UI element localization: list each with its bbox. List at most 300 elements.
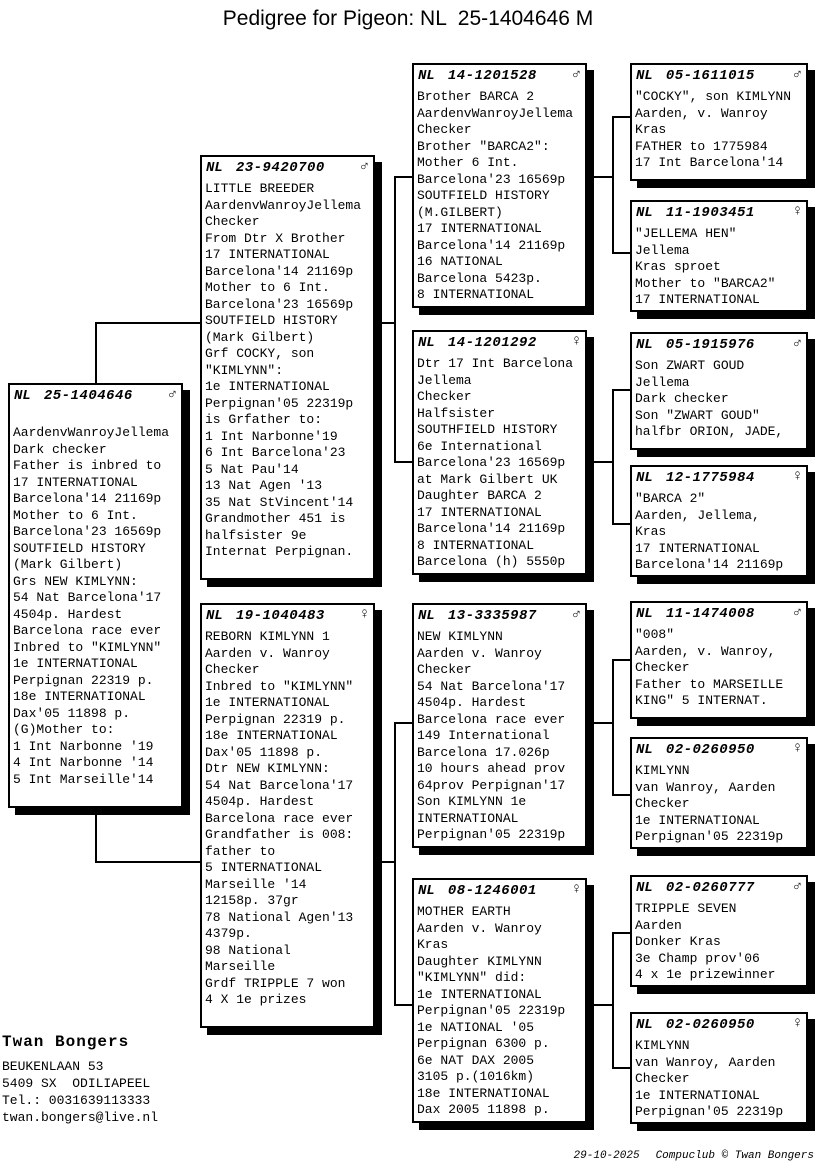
detail-line: Perpignan 6300 p. — [417, 1036, 550, 1051]
pedigree-box-father — [200, 155, 375, 580]
country-code: NL — [418, 608, 435, 624]
connector-line — [612, 794, 630, 796]
detail-line: (Mark Gilbert) — [205, 329, 315, 345]
country-code: NL — [418, 68, 435, 84]
detail-line: SOUTHFIELD HISTORY — [417, 422, 558, 437]
connector-line — [612, 116, 614, 254]
pedigree-box-g7 — [630, 875, 808, 987]
ring-id — [418, 882, 537, 900]
ring-id — [418, 607, 537, 625]
ring-number: 14-1201292 — [447, 335, 537, 351]
pigeon-details — [635, 897, 803, 984]
male-symbol-icon: ♂ — [571, 66, 581, 83]
detail-line: Barcelona'23 16569p — [417, 171, 566, 187]
detail-line: Marseille — [205, 959, 276, 974]
ring-header — [635, 335, 803, 354]
female-symbol-icon: ♀ — [571, 333, 581, 350]
ring-id — [206, 159, 325, 177]
detail-line: Inbred to "KIMLYNN" — [205, 678, 354, 694]
ring-header — [417, 606, 582, 625]
detail-line: 17 INTERNATIONAL — [13, 474, 138, 490]
detail-line: 18e INTERNATIONAL — [13, 689, 146, 704]
country-code: NL — [636, 880, 653, 896]
detail-line: Barcelona'14 21169p — [417, 521, 566, 536]
country-code: NL — [636, 470, 653, 486]
connector-line — [587, 1004, 612, 1006]
detail-line: Barcelona'23 16569p — [417, 455, 566, 470]
ring-id — [636, 67, 755, 85]
detail-line: Barcelona'14 21169p — [635, 557, 784, 572]
detail-line: Aarden v. Wanroy — [205, 645, 330, 661]
breeder-name: Twan Bongers — [2, 1033, 130, 1051]
detail-line: Barcelona'23 16569p — [13, 524, 162, 539]
connector-line — [95, 861, 200, 863]
detail-line: Grdf TRIPPLE 7 won — [205, 975, 346, 991]
detail-line: Aarden, v. Wanroy — [635, 105, 768, 121]
connector-line — [394, 722, 396, 1006]
country-code: NL — [636, 68, 653, 84]
detail-line: 1 Int Narbonne '19 — [13, 738, 154, 754]
detail-line: KING" 5 INTERNAT. — [635, 693, 768, 708]
ring-number: 14-1201528 — [447, 68, 537, 84]
detail-line: Perpignan'05 22319p — [635, 829, 784, 844]
ring-id — [636, 605, 755, 623]
detail-line: (M.GILBERT) — [417, 204, 503, 220]
pigeon-details — [635, 85, 803, 172]
ring-header — [635, 203, 803, 222]
detail-line: (G)Mother to: — [13, 722, 115, 737]
detail-line: Mother to 6 Int. — [13, 507, 138, 523]
detail-line: LITTLE BREEDER — [205, 181, 315, 196]
female-symbol-icon: ♀ — [359, 606, 369, 623]
detail-line: Father is inbred to — [13, 458, 162, 473]
ring-number: 12-1775984 — [665, 470, 755, 486]
country-code: NL — [636, 205, 653, 221]
detail-line: Inbred to "KIMLYNN" — [13, 639, 162, 655]
detail-line: NEW KIMLYNN — [417, 629, 503, 644]
detail-line: Aarden, Jellema, — [635, 507, 760, 523]
detail-line: Checker — [417, 389, 472, 404]
pedigree-box-g6 — [630, 737, 808, 849]
detail-line: Checker — [205, 662, 260, 677]
connector-line — [394, 176, 412, 178]
detail-line: Perpignan 22319 p. — [13, 672, 154, 688]
pigeon-details — [205, 625, 370, 1009]
detail-line: Barcelona race ever — [13, 623, 162, 638]
connector-line — [375, 322, 394, 324]
connector-line — [612, 1067, 630, 1069]
detail-line: Grf COCKY, son — [205, 346, 315, 361]
detail-line: "008" — [635, 627, 675, 642]
pedigree-box-g8 — [630, 1012, 808, 1124]
pigeon-details — [635, 487, 803, 574]
detail-line: From Dtr X Brother — [205, 230, 346, 246]
page-title: Pedigree for Pigeon: NL 25-1404646 M — [222, 7, 594, 30]
detail-line: Mother to "BARCA2" — [635, 275, 776, 291]
detail-line: Perpignan 22319 p. — [205, 711, 346, 727]
detail-line: Grandmother 451 is — [205, 511, 346, 526]
pedigree-box-g5 — [630, 601, 808, 719]
ring-id — [636, 469, 755, 487]
detail-line: Jellema — [417, 372, 472, 388]
detail-line: Perpignan'05 22319p — [635, 1104, 784, 1119]
detail-line: Internat Perpignan. — [205, 544, 354, 559]
detail-line: 17 INTERNATIONAL — [205, 247, 330, 262]
detail-line: "KIMLYNN": — [205, 362, 284, 378]
detail-line: 1e INTERNATIONAL — [205, 379, 330, 394]
detail-line: SOUTFIELD HISTORY — [205, 313, 338, 328]
detail-line: 17 INTERNATIONAL — [635, 540, 760, 556]
breeder-info — [2, 1033, 158, 1126]
detail-line: Perpignan'05 22319p — [417, 827, 566, 842]
connector-line — [394, 722, 412, 724]
male-symbol-icon: ♂ — [571, 606, 581, 623]
breeder-phone: Tel.: 0031639113333 — [2, 1093, 151, 1108]
detail-line: 17 INTERNATIONAL — [635, 292, 760, 307]
male-symbol-icon: ♂ — [792, 878, 802, 895]
detail-line: Aarden v. Wanroy — [417, 645, 542, 661]
connector-line — [612, 659, 614, 796]
detail-line: halfbr ORION, JADE, — [635, 424, 784, 439]
detail-line: Barcelona 5423p. — [417, 270, 542, 286]
detail-line: 4 X 1e prizes — [205, 992, 307, 1007]
detail-line: Barcelona (h) 5550p — [417, 554, 566, 569]
detail-line: SOUTFIELD HISTORY — [417, 188, 550, 203]
pedigree-box-g1 — [630, 63, 808, 181]
ring-number: 02-0260950 — [665, 1017, 755, 1033]
detail-line: Checker — [417, 122, 472, 137]
detail-line: Grs NEW KIMLYNN: — [13, 573, 138, 589]
detail-line: Father to MARSEILLE — [635, 676, 784, 692]
country-code: NL — [636, 337, 653, 353]
connector-line — [95, 322, 97, 383]
detail-line: 3e Champ prov'06 — [635, 950, 760, 966]
detail-line: Checker — [635, 796, 690, 811]
detail-line: Son ZWART GOUD — [635, 358, 745, 373]
pigeon-details — [635, 623, 803, 710]
detail-line: 98 National — [205, 942, 291, 958]
connector-line — [612, 389, 614, 525]
pedigree-box-mgf — [412, 603, 587, 848]
detail-line: 1e INTERNATIONAL — [13, 656, 138, 671]
ring-number: 02-0260777 — [665, 880, 755, 896]
detail-line: 1 Int Narbonne'19 — [205, 428, 338, 444]
female-symbol-icon: ♀ — [571, 881, 581, 898]
ring-number: 25-1404646 — [43, 388, 133, 404]
ring-id — [418, 67, 537, 85]
detail-line: Kras sproet — [635, 259, 721, 274]
country-code: NL — [636, 606, 653, 622]
detail-line: Checker — [635, 660, 690, 675]
connector-line — [394, 176, 396, 463]
connector-line — [612, 523, 630, 525]
ring-id — [636, 1016, 755, 1034]
male-symbol-icon: ♂ — [359, 158, 369, 175]
ring-header — [417, 66, 582, 85]
detail-line: AardenvWanroyJellema — [417, 105, 574, 121]
detail-line: 17 Int Barcelona'14 — [635, 155, 784, 170]
detail-line: Perpignan'05 22319p — [417, 1003, 566, 1018]
ring-header — [635, 66, 803, 85]
detail-line: 8 INTERNATIONAL — [417, 537, 535, 553]
detail-line: Jellema — [635, 242, 690, 258]
ring-header — [635, 878, 803, 897]
ring-number: 05-1915976 — [665, 337, 755, 353]
detail-line: Dtr 17 Int Barcelona — [417, 356, 574, 371]
detail-line: 17 INTERNATIONAL — [417, 504, 542, 520]
detail-line: INTERNATIONAL — [417, 810, 519, 826]
detail-line: Son "ZWART GOUD" — [635, 407, 760, 423]
detail-line: 54 Nat Barcelona'17 — [417, 678, 566, 694]
ring-number: 11-1903451 — [665, 205, 755, 221]
detail-line: Dax 2005 11898 p. — [417, 1102, 550, 1117]
ring-header — [13, 386, 178, 405]
connector-line — [612, 389, 630, 391]
connector-line — [612, 252, 630, 254]
country-code: NL — [418, 883, 435, 899]
print-date: 29-10-2025 — [573, 1150, 640, 1162]
detail-line: 6 Int Barcelona'23 — [205, 445, 346, 460]
connector-line — [394, 461, 412, 463]
connector-line — [612, 659, 630, 661]
connector-line — [587, 176, 612, 178]
male-symbol-icon: ♂ — [792, 604, 802, 621]
country-code: NL — [636, 742, 653, 758]
ring-id — [636, 741, 755, 759]
ring-number: 02-0260950 — [665, 742, 755, 758]
breeder-email: twan.bongers@live.nl — [2, 1110, 159, 1125]
ring-id — [14, 387, 133, 405]
detail-line: Halfsister — [417, 405, 496, 421]
detail-line: (Mark Gilbert) — [13, 557, 123, 572]
country-code: NL — [636, 1017, 653, 1033]
pigeon-details — [635, 354, 803, 441]
detail-line: 4504p. Hardest — [205, 794, 315, 809]
male-symbol-icon: ♂ — [792, 66, 802, 83]
ring-number: 19-1040483 — [235, 608, 325, 624]
detail-line: Checker — [417, 662, 472, 677]
detail-line: 5 Nat Pau'14 — [205, 461, 299, 477]
pedigree-box-g3 — [630, 332, 808, 450]
pedigree-box-g4 — [630, 465, 808, 577]
detail-line: "KIMLYNN" did: — [417, 970, 527, 985]
ring-header — [635, 468, 803, 487]
female-symbol-icon: ♀ — [792, 203, 802, 220]
ring-number: 08-1246001 — [447, 883, 537, 899]
detail-line: 1e INTERNATIONAL — [635, 1087, 760, 1103]
detail-line: Barcelona race ever — [417, 711, 566, 727]
detail-line: SOUTFIELD HISTORY — [13, 540, 146, 556]
ring-id — [636, 879, 755, 897]
pigeon-details — [417, 900, 582, 1119]
connector-line — [612, 932, 614, 1069]
detail-line: Mother to 6 Int. — [205, 280, 330, 295]
detail-line: Kras — [635, 524, 667, 539]
ring-number: 23-9420700 — [235, 160, 325, 176]
detail-line: Jellema — [635, 374, 690, 390]
detail-line: at Mark Gilbert UK — [417, 471, 558, 487]
detail-line: 54 Nat Barcelona'17 — [13, 590, 162, 605]
detail-line: AardenvWanroyJellema — [205, 197, 362, 213]
ring-header — [205, 606, 370, 625]
ring-number: 13-3335987 — [447, 608, 537, 624]
detail-line: 54 Nat Barcelona'17 — [205, 777, 354, 793]
female-symbol-icon: ♀ — [792, 468, 802, 485]
detail-line: Mother 6 Int. — [417, 155, 519, 170]
pedigree-box-g2 — [630, 200, 808, 312]
pedigree-box-mother — [200, 603, 375, 1028]
detail-line: "COCKY", son KIMLYNN — [635, 89, 792, 104]
ring-id — [636, 204, 755, 222]
ring-number: 05-1611015 — [665, 68, 755, 84]
detail-line: FATHER to 1775984 — [635, 138, 768, 154]
detail-line: 1e NATIONAL '05 — [417, 1019, 535, 1035]
detail-line: TRIPPLE SEVEN — [635, 901, 737, 916]
detail-line: Dark checker — [635, 391, 729, 406]
detail-line: Kras — [635, 122, 667, 137]
detail-line: 18e INTERNATIONAL — [205, 728, 338, 743]
detail-line: 13 Nat Agen '13 — [205, 478, 323, 493]
detail-line: 3105 p.(1016km) — [417, 1069, 535, 1084]
detail-line: Brother BARCA 2 — [417, 89, 535, 104]
detail-line: 4 Int Narbonne '14 — [13, 755, 154, 770]
detail-line: KIMLYNN — [635, 763, 690, 778]
ring-id — [418, 334, 537, 352]
detail-line: 149 International — [417, 728, 550, 743]
country-code: NL — [206, 160, 223, 176]
country-code: NL — [418, 335, 435, 351]
detail-line: "JELLEMA HEN" — [635, 226, 737, 241]
detail-line: Perpignan'05 22319p — [205, 395, 354, 411]
detail-line: "BARCA 2" — [635, 491, 706, 506]
connector-line — [612, 932, 630, 934]
detail-line: 1e INTERNATIONAL — [635, 812, 760, 828]
connector-line — [95, 322, 200, 324]
detail-line: AardenvWanroyJellema — [13, 425, 170, 440]
breeder-address-street: BEUKENLAAN 53 — [2, 1059, 104, 1074]
detail-line: 17 INTERNATIONAL — [417, 221, 542, 236]
detail-line: 4379p. — [205, 926, 252, 941]
detail-line: Barcelona'14 21169p — [13, 491, 162, 506]
detail-line: van Wanroy, Aarden — [635, 779, 776, 795]
ring-id — [636, 336, 755, 354]
detail-line: van Wanroy, Aarden — [635, 1054, 776, 1070]
connector-line — [375, 861, 394, 863]
detail-line: Barcelona'14 21169p — [205, 263, 354, 279]
detail-line: Barcelona'14 21169p — [417, 237, 566, 253]
connector-line — [612, 116, 630, 118]
detail-line: Donker Kras — [635, 934, 721, 949]
detail-line: 4504p. Hardest — [13, 606, 123, 622]
detail-line: halfsister 9e — [205, 527, 307, 543]
detail-line: 10 hours ahead prov — [417, 761, 566, 776]
detail-line: 64prov Perpignan'17 — [417, 777, 566, 793]
pigeon-details — [635, 222, 803, 309]
pigeon-details — [13, 405, 178, 788]
detail-line: 8 INTERNATIONAL — [417, 287, 535, 302]
detail-line: 6e International — [417, 438, 542, 454]
ring-id — [206, 607, 325, 625]
detail-line: 1e INTERNATIONAL — [417, 986, 542, 1002]
ring-header — [417, 881, 582, 900]
pigeon-details — [417, 85, 582, 304]
ring-number: 11-1474008 — [665, 606, 755, 622]
detail-line: Kras — [417, 937, 449, 952]
detail-line: 5 INTERNATIONAL — [205, 860, 323, 875]
ring-header — [635, 740, 803, 759]
male-symbol-icon: ♂ — [167, 386, 177, 403]
detail-line: Aarden v. Wanroy — [417, 920, 542, 936]
detail-line: 16 NATIONAL — [417, 254, 503, 269]
pedigree-box-pgf — [412, 63, 587, 308]
detail-line: Daughter BARCA 2 — [417, 488, 542, 503]
detail-line: 35 Nat StVincent'14 — [205, 494, 354, 510]
detail-line: 5 Int Marseille'14 — [13, 771, 154, 787]
detail-line: Grandfather is 008: — [205, 827, 354, 842]
detail-line: REBORN KIMLYNN 1 — [205, 629, 330, 644]
pigeon-details — [417, 625, 582, 844]
detail-line: 4504p. Hardest — [417, 695, 527, 710]
connector-line — [394, 1004, 412, 1006]
detail-line: Checker — [635, 1071, 690, 1086]
pigeon-details — [635, 759, 803, 846]
ring-header — [635, 1015, 803, 1034]
country-code: NL — [14, 388, 31, 404]
software-credit: Compuclub © Twan Bongers — [655, 1150, 814, 1162]
detail-line: Aarden — [635, 917, 682, 933]
detail-line: Barcelona race ever — [205, 810, 354, 826]
detail-line: Marseille '14 — [205, 876, 307, 892]
detail-line: KIMLYNN — [635, 1038, 690, 1053]
detail-line: father to — [205, 843, 276, 859]
ring-header — [205, 158, 370, 177]
pigeon-details — [635, 1034, 803, 1121]
breeder-address-city: 5409 SX ODILIAPEEL — [2, 1076, 151, 1091]
print-footer — [547, 1138, 814, 1172]
detail-line: 6e NAT DAX 2005 — [417, 1052, 535, 1068]
detail-line: 12158p. 37gr — [205, 893, 299, 908]
detail-line: Checker — [205, 214, 260, 229]
male-symbol-icon: ♂ — [792, 335, 802, 352]
connector-line — [587, 461, 612, 463]
detail-line: Barcelona'23 16569p — [205, 296, 354, 312]
pigeon-details — [417, 352, 582, 571]
detail-line: Brother "BARCA2": — [417, 138, 550, 154]
detail-line: Son KIMLYNN 1e — [417, 794, 527, 809]
pedigree-box-mgm — [412, 878, 587, 1123]
detail-line: Barcelona 17.026p — [417, 744, 550, 760]
ring-header — [417, 333, 582, 352]
detail-line: Dtr NEW KIMLYNN: — [205, 761, 330, 776]
pedigree-box-pgm — [412, 330, 587, 575]
detail-line: Dax'05 11898 p. — [205, 744, 323, 760]
detail-line: Dark checker — [13, 441, 107, 457]
pedigree-box-subject — [8, 383, 183, 808]
detail-line: 78 National Agen'13 — [205, 909, 354, 925]
detail-line: MOTHER EARTH — [417, 904, 511, 919]
detail-line: 18e INTERNATIONAL — [417, 1085, 550, 1101]
detail-line: is Grfather to: — [205, 412, 323, 427]
detail-line: 4 x 1e prizewinner — [635, 967, 776, 982]
connector-line — [95, 808, 97, 863]
country-code: NL — [206, 608, 223, 624]
detail-line: Daughter KIMLYNN — [417, 953, 542, 969]
detail-line: Dax'05 11898 p. — [13, 705, 131, 721]
connector-line — [587, 722, 612, 724]
pigeon-details — [205, 177, 370, 561]
female-symbol-icon: ♀ — [792, 1015, 802, 1032]
detail-line: 1e INTERNATIONAL — [205, 695, 330, 710]
